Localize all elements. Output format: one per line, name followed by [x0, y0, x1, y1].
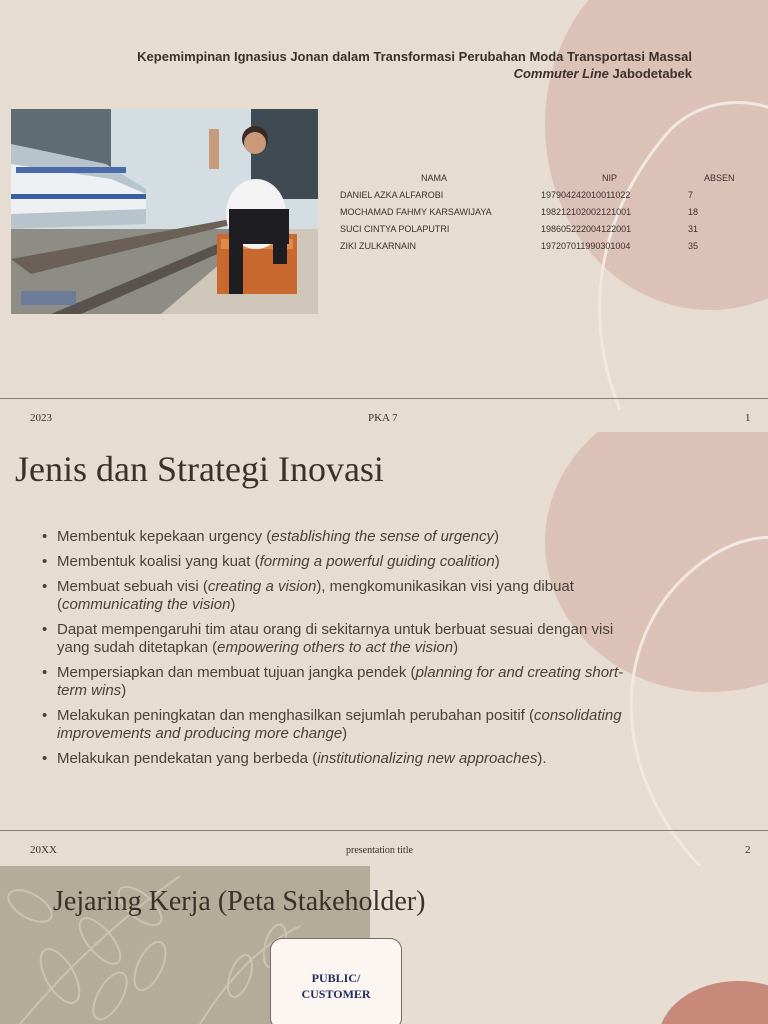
- footer-center: presentation title: [346, 845, 413, 856]
- cell-nama: SUCI CINTYA POLAPUTRI: [340, 224, 450, 234]
- cell-nip: 197207011990301004: [541, 241, 631, 251]
- cell-nama: DANIEL AZKA ALFAROBI: [340, 190, 444, 200]
- header-nip: NIP: [602, 173, 618, 183]
- cell-absen: 31: [688, 224, 699, 234]
- bullet-icon: •: [42, 664, 48, 681]
- bullet-list: [40, 528, 640, 775]
- node-label-line-1: PUBLIC/: [311, 971, 361, 985]
- slide-3: [0, 866, 768, 1024]
- footer-center: PKA 7: [368, 412, 398, 424]
- bullet-icon: •: [42, 528, 48, 545]
- list-item: • Mempersiapkan dan membuat tujuan jangka pendek (planning for and creating short-term wins): [42, 664, 624, 699]
- cell-nip: 197904242010011022: [541, 190, 631, 200]
- cell-nama: MOCHAMAD FAHMY KARSAWIJAYA: [340, 207, 492, 217]
- table-row: [340, 224, 740, 241]
- table-header: [340, 173, 740, 190]
- member-table: [340, 173, 740, 258]
- header-nama: NAMA: [421, 173, 448, 183]
- footer-year: 2023: [30, 412, 52, 424]
- stakeholder-node-public-customer: [270, 938, 402, 1024]
- table-row: [340, 190, 740, 207]
- list-item: • Melakukan pendekatan yang berbeda (institutionalizing new approaches).: [42, 750, 547, 767]
- list-item: • Membuat sebuah visi (creating a vision), mengkomunikasikan visi yang dibuat (communicating the vision): [42, 578, 574, 613]
- bullet-icon: •: [42, 578, 48, 595]
- bullet-icon: •: [42, 750, 48, 767]
- table-row: [340, 241, 740, 258]
- footer-divider: [0, 830, 768, 831]
- title-line-1: Kepemimpinan Ignasius Jonan dalam Transformasi Perubahan Moda Transportasi Massal: [137, 49, 692, 64]
- bullet-icon: •: [42, 707, 48, 724]
- cell-nama: ZIKI ZULKARNAIN: [340, 241, 417, 251]
- slide-number: 2: [745, 844, 751, 856]
- cell-absen: 18: [688, 207, 699, 217]
- footer-year: 20XX: [30, 844, 57, 856]
- bullet-icon: •: [42, 621, 48, 638]
- slide-3-title: Jejaring Kerja (Peta Stakeholder): [53, 886, 426, 917]
- node-label-line-2: CUSTOMER: [301, 987, 371, 1001]
- title-rest: Jabodetabek: [608, 66, 692, 81]
- accent-blob: [658, 981, 768, 1024]
- slide-2: [0, 432, 768, 866]
- cell-nip: 198212102002121001: [541, 207, 632, 217]
- title-line-2: [40, 65, 692, 82]
- table-row: [340, 207, 740, 224]
- bullet-icon: •: [42, 553, 48, 570]
- cell-absen: 7: [688, 190, 694, 200]
- cell-absen: 35: [688, 241, 699, 251]
- cell-nip: 198605222004122001: [541, 224, 632, 234]
- header-absen: ABSEN: [704, 173, 735, 183]
- list-item: • Membentuk koalisi yang kuat (forming a powerful guiding coalition): [42, 553, 500, 570]
- list-item: • Membentuk kepekaan urgency (establishing the sense of urgency): [42, 528, 499, 545]
- train-station-photo-icon: [11, 109, 318, 314]
- list-item: • Dapat mempengaruhi tim atau orang di sekitarnya untuk berbuat sesuai dengan visi yang sudah ditetapkan (empowering others to act the vision): [42, 621, 614, 656]
- slide-2-title: Jenis dan Strategi Inovasi: [15, 449, 384, 489]
- list-item: • Melakukan peningkatan dan menghasilkan sejumlah perubahan positif (consolidating improvements and producing more change): [42, 707, 622, 742]
- footer-divider: [0, 398, 768, 399]
- title-italic: Commuter Line: [513, 66, 609, 81]
- slide-number: 1: [745, 412, 751, 424]
- slide-1: [0, 0, 768, 432]
- slide-1-title: [40, 48, 692, 82]
